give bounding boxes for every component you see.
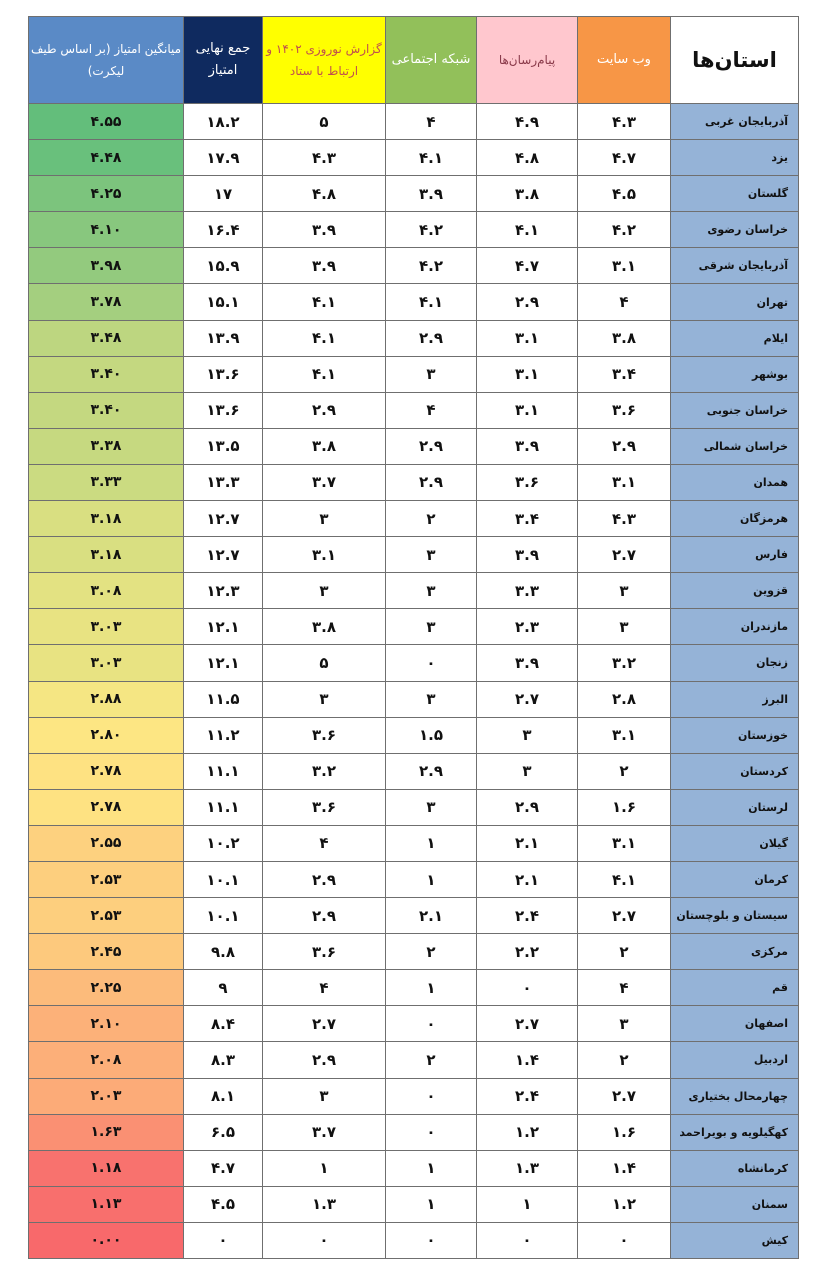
table-row — [29, 392, 799, 428]
table-row — [29, 789, 799, 825]
report-score-cell: ۱ — [263, 1150, 386, 1186]
province-cell: خراسان شمالی — [671, 428, 799, 464]
average-score-cell: ۲.۸۰ — [29, 717, 184, 753]
table-row — [29, 1114, 799, 1150]
report-score-cell: ۴ — [263, 970, 386, 1006]
average-score-cell: ۲.۵۵ — [29, 825, 184, 861]
website-score-cell: ۳.۸ — [578, 320, 671, 356]
total-score-cell: ۱۷ — [184, 176, 263, 212]
province-cell: یزد — [671, 140, 799, 176]
social-score-cell: ۳.۹ — [386, 176, 477, 212]
average-score-cell: ۲.۷۸ — [29, 753, 184, 789]
website-score-cell: ۴ — [578, 970, 671, 1006]
website-score-cell: ۴.۷ — [578, 140, 671, 176]
total-score-cell: ۱۱.۱ — [184, 789, 263, 825]
table-row — [29, 970, 799, 1006]
report-score-cell: ۳.۶ — [263, 717, 386, 753]
report-score-cell: ۴.۱ — [263, 284, 386, 320]
messengers-score-cell: ۳ — [477, 717, 578, 753]
table-row — [29, 1042, 799, 1078]
table-row — [29, 212, 799, 248]
report-score-cell: ۳.۷ — [263, 464, 386, 500]
website-score-cell: ۳ — [578, 609, 671, 645]
report-score-cell: ۵ — [263, 645, 386, 681]
social-score-cell: ۱.۵ — [386, 717, 477, 753]
messengers-score-cell: ۳.۹ — [477, 645, 578, 681]
province-cell: کرمان — [671, 861, 799, 897]
messengers-score-cell: ۲.۷ — [477, 1006, 578, 1042]
average-score-cell: ۴.۱۰ — [29, 212, 184, 248]
average-score-cell: ۳.۷۸ — [29, 284, 184, 320]
average-score-cell: ۳.۹۸ — [29, 248, 184, 284]
table-row — [29, 681, 799, 717]
social-score-cell: ۰ — [386, 645, 477, 681]
average-score-cell: ۲.۷۸ — [29, 789, 184, 825]
messengers-score-cell: ۲.۲ — [477, 934, 578, 970]
average-score-cell: ۴.۵۵ — [29, 104, 184, 140]
total-score-cell: ۱۲.۷ — [184, 501, 263, 537]
social-score-cell: ۰ — [386, 1006, 477, 1042]
table-row — [29, 609, 799, 645]
messengers-score-cell: ۳.۴ — [477, 501, 578, 537]
average-score-cell: ۱.۱۳ — [29, 1186, 184, 1222]
province-cell: کرمانشاه — [671, 1150, 799, 1186]
website-score-cell: ۱.۴ — [578, 1150, 671, 1186]
messengers-score-cell: ۲.۴ — [477, 898, 578, 934]
report-score-cell: ۳.۹ — [263, 248, 386, 284]
website-score-cell: ۲.۷ — [578, 898, 671, 934]
province-cell: آذربایجان غربی — [671, 104, 799, 140]
social-score-cell: ۳ — [386, 609, 477, 645]
table-row — [29, 104, 799, 140]
report-score-cell: ۳ — [263, 681, 386, 717]
report-score-cell: ۴.۱ — [263, 320, 386, 356]
province-cell: گلستان — [671, 176, 799, 212]
table-row — [29, 464, 799, 500]
report-score-cell: ۱.۳ — [263, 1186, 386, 1222]
social-score-cell: ۲ — [386, 1042, 477, 1078]
total-score-cell: ۱۰.۱ — [184, 898, 263, 934]
total-score-cell: ۱۵.۹ — [184, 248, 263, 284]
province-cell: خراسان جنوبی — [671, 392, 799, 428]
website-score-cell: ۴ — [578, 284, 671, 320]
average-score-cell: ۲.۵۳ — [29, 898, 184, 934]
average-score-cell: ۲.۲۵ — [29, 970, 184, 1006]
social-score-cell: ۱ — [386, 861, 477, 897]
average-score-cell: ۳.۱۸ — [29, 537, 184, 573]
messengers-score-cell: ۱.۳ — [477, 1150, 578, 1186]
province-cell: کهگیلویه و بویراحمد — [671, 1114, 799, 1150]
website-score-cell: ۴.۲ — [578, 212, 671, 248]
table-row — [29, 717, 799, 753]
table-row — [29, 1222, 799, 1258]
messengers-score-cell: ۰ — [477, 970, 578, 1006]
messengers-score-cell: ۳ — [477, 753, 578, 789]
average-score-cell: ۲.۸۸ — [29, 681, 184, 717]
report-score-cell: ۳.۸ — [263, 428, 386, 464]
messengers-score-cell: ۳.۹ — [477, 537, 578, 573]
social-score-cell: ۳ — [386, 573, 477, 609]
province-score-table — [28, 16, 799, 1259]
province-cell: خوزستان — [671, 717, 799, 753]
province-cell: زنجان — [671, 645, 799, 681]
total-score-cell: ۴.۵ — [184, 1186, 263, 1222]
total-score-cell: ۱۲.۷ — [184, 537, 263, 573]
average-score-cell: ۲.۵۳ — [29, 861, 184, 897]
website-score-cell: ۳ — [578, 1006, 671, 1042]
total-score-cell: ۱۲.۱ — [184, 609, 263, 645]
report-score-cell: ۳.۶ — [263, 934, 386, 970]
header-messengers: پیام‌رسان‌ها — [477, 17, 578, 104]
average-score-cell: ۳.۳۸ — [29, 428, 184, 464]
messengers-score-cell: ۲.۴ — [477, 1078, 578, 1114]
table-row — [29, 934, 799, 970]
average-score-cell: ۰.۰۰ — [29, 1222, 184, 1258]
province-cell: لرستان — [671, 789, 799, 825]
average-score-cell: ۱.۶۳ — [29, 1114, 184, 1150]
website-score-cell: ۴.۳ — [578, 501, 671, 537]
table-row — [29, 284, 799, 320]
report-score-cell: ۲.۷ — [263, 1006, 386, 1042]
total-score-cell: ۱۷.۹ — [184, 140, 263, 176]
table-row — [29, 573, 799, 609]
total-score-cell: ۸.۱ — [184, 1078, 263, 1114]
total-score-cell: ۱۶.۴ — [184, 212, 263, 248]
header-average-score: میانگین امتیاز (بر اساس طیف لیکرت) — [29, 17, 184, 104]
province-cell: مرکزی — [671, 934, 799, 970]
province-cell: سمنان — [671, 1186, 799, 1222]
messengers-score-cell: ۳.۱ — [477, 392, 578, 428]
report-score-cell: ۳.۷ — [263, 1114, 386, 1150]
table-row — [29, 753, 799, 789]
website-score-cell: ۴.۱ — [578, 861, 671, 897]
social-score-cell: ۴ — [386, 104, 477, 140]
social-score-cell: ۲.۹ — [386, 464, 477, 500]
report-score-cell: ۴.۱ — [263, 356, 386, 392]
total-score-cell: ۰ — [184, 1222, 263, 1258]
messengers-score-cell: ۱.۴ — [477, 1042, 578, 1078]
social-score-cell: ۱ — [386, 1150, 477, 1186]
table-row — [29, 1150, 799, 1186]
report-score-cell: ۴.۸ — [263, 176, 386, 212]
report-score-cell: ۳ — [263, 501, 386, 537]
social-score-cell: ۱ — [386, 1186, 477, 1222]
table-row — [29, 898, 799, 934]
social-score-cell: ۲ — [386, 501, 477, 537]
table-body — [29, 104, 799, 1259]
average-score-cell: ۴.۴۸ — [29, 140, 184, 176]
website-score-cell: ۱.۲ — [578, 1186, 671, 1222]
website-score-cell: ۳.۱ — [578, 248, 671, 284]
province-cell: سیستان و بلوچستان — [671, 898, 799, 934]
total-score-cell: ۱۳.۳ — [184, 464, 263, 500]
total-score-cell: ۱۲.۳ — [184, 573, 263, 609]
social-score-cell: ۴.۱ — [386, 284, 477, 320]
province-cell: کردستان — [671, 753, 799, 789]
social-score-cell: ۳ — [386, 537, 477, 573]
website-score-cell: ۳.۲ — [578, 645, 671, 681]
website-score-cell: ۳.۱ — [578, 464, 671, 500]
total-score-cell: ۹.۸ — [184, 934, 263, 970]
average-score-cell: ۲.۰۸ — [29, 1042, 184, 1078]
table-row — [29, 248, 799, 284]
total-score-cell: ۴.۷ — [184, 1150, 263, 1186]
social-score-cell: ۳ — [386, 789, 477, 825]
average-score-cell: ۳.۴۰ — [29, 356, 184, 392]
total-score-cell: ۱۲.۱ — [184, 645, 263, 681]
website-score-cell: ۲.۸ — [578, 681, 671, 717]
province-cell: قزوین — [671, 573, 799, 609]
province-cell: ایلام — [671, 320, 799, 356]
website-score-cell: ۳.۴ — [578, 356, 671, 392]
report-score-cell: ۴ — [263, 825, 386, 861]
total-score-cell: ۱۰.۱ — [184, 861, 263, 897]
messengers-score-cell: ۲.۳ — [477, 609, 578, 645]
report-score-cell: ۲.۹ — [263, 861, 386, 897]
table-row — [29, 645, 799, 681]
website-score-cell: ۳.۱ — [578, 717, 671, 753]
province-cell: گیلان — [671, 825, 799, 861]
social-score-cell: ۴.۲ — [386, 248, 477, 284]
table-row — [29, 537, 799, 573]
website-score-cell: ۲.۷ — [578, 537, 671, 573]
social-score-cell: ۲.۱ — [386, 898, 477, 934]
average-score-cell: ۳.۴۸ — [29, 320, 184, 356]
messengers-score-cell: ۲.۷ — [477, 681, 578, 717]
province-cell: آذربایجان شرقی — [671, 248, 799, 284]
messengers-score-cell: ۴.۸ — [477, 140, 578, 176]
score-table-container — [28, 16, 799, 1259]
province-cell: فارس — [671, 537, 799, 573]
report-score-cell: ۴.۳ — [263, 140, 386, 176]
messengers-score-cell: ۳.۳ — [477, 573, 578, 609]
website-score-cell: ۴.۳ — [578, 104, 671, 140]
total-score-cell: ۶.۵ — [184, 1114, 263, 1150]
website-score-cell: ۳.۱ — [578, 825, 671, 861]
messengers-score-cell: ۲.۱ — [477, 861, 578, 897]
website-score-cell: ۱.۶ — [578, 1114, 671, 1150]
average-score-cell: ۲.۰۳ — [29, 1078, 184, 1114]
province-cell: خراسان رضوی — [671, 212, 799, 248]
report-score-cell: ۲.۹ — [263, 898, 386, 934]
total-score-cell: ۹ — [184, 970, 263, 1006]
total-score-cell: ۱۳.۶ — [184, 392, 263, 428]
table-row — [29, 1186, 799, 1222]
total-score-cell: ۱۰.۲ — [184, 825, 263, 861]
website-score-cell: ۴.۵ — [578, 176, 671, 212]
total-score-cell: ۱۸.۲ — [184, 104, 263, 140]
website-score-cell: ۰ — [578, 1222, 671, 1258]
messengers-score-cell: ۲.۹ — [477, 789, 578, 825]
total-score-cell: ۸.۳ — [184, 1042, 263, 1078]
messengers-score-cell: ۳.۶ — [477, 464, 578, 500]
messengers-score-cell: ۴.۱ — [477, 212, 578, 248]
social-score-cell: ۲.۹ — [386, 753, 477, 789]
total-score-cell: ۱۳.۹ — [184, 320, 263, 356]
messengers-score-cell: ۲.۱ — [477, 825, 578, 861]
website-score-cell: ۳ — [578, 573, 671, 609]
average-score-cell: ۳.۰۳ — [29, 609, 184, 645]
messengers-score-cell: ۳.۹ — [477, 428, 578, 464]
social-score-cell: ۴.۲ — [386, 212, 477, 248]
report-score-cell: ۳ — [263, 1078, 386, 1114]
messengers-score-cell: ۲.۹ — [477, 284, 578, 320]
province-cell: چهارمحال بختیاری — [671, 1078, 799, 1114]
messengers-score-cell: ۱.۲ — [477, 1114, 578, 1150]
report-score-cell: ۰ — [263, 1222, 386, 1258]
messengers-score-cell: ۳.۱ — [477, 356, 578, 392]
province-cell: کیش — [671, 1222, 799, 1258]
table-row — [29, 356, 799, 392]
average-score-cell: ۴.۲۵ — [29, 176, 184, 212]
average-score-cell: ۳.۴۰ — [29, 392, 184, 428]
messengers-score-cell: ۴.۹ — [477, 104, 578, 140]
messengers-score-cell: ۰ — [477, 1222, 578, 1258]
average-score-cell: ۲.۴۵ — [29, 934, 184, 970]
social-score-cell: ۳ — [386, 356, 477, 392]
table-row — [29, 428, 799, 464]
website-score-cell: ۳.۶ — [578, 392, 671, 428]
report-score-cell: ۳.۶ — [263, 789, 386, 825]
average-score-cell: ۳.۳۳ — [29, 464, 184, 500]
report-score-cell: ۳ — [263, 573, 386, 609]
report-score-cell: ۲.۹ — [263, 392, 386, 428]
social-score-cell: ۰ — [386, 1114, 477, 1150]
table-row — [29, 1078, 799, 1114]
header-row — [29, 17, 799, 104]
social-score-cell: ۲.۹ — [386, 320, 477, 356]
province-cell: بوشهر — [671, 356, 799, 392]
province-cell: تهران — [671, 284, 799, 320]
average-score-cell: ۲.۱۰ — [29, 1006, 184, 1042]
province-cell: مازندران — [671, 609, 799, 645]
total-score-cell: ۱۱.۵ — [184, 681, 263, 717]
province-cell: هرمزگان — [671, 501, 799, 537]
social-score-cell: ۰ — [386, 1078, 477, 1114]
average-score-cell: ۳.۰۳ — [29, 645, 184, 681]
website-score-cell: ۲ — [578, 934, 671, 970]
total-score-cell: ۱۳.۵ — [184, 428, 263, 464]
table-row — [29, 501, 799, 537]
messengers-score-cell: ۳.۸ — [477, 176, 578, 212]
total-score-cell: ۱۱.۲ — [184, 717, 263, 753]
website-score-cell: ۱.۶ — [578, 789, 671, 825]
header-website: وب سایت — [578, 17, 671, 104]
social-score-cell: ۳ — [386, 681, 477, 717]
social-score-cell: ۴ — [386, 392, 477, 428]
table-row — [29, 861, 799, 897]
social-score-cell: ۱ — [386, 970, 477, 1006]
report-score-cell: ۲.۹ — [263, 1042, 386, 1078]
average-score-cell: ۳.۰۸ — [29, 573, 184, 609]
social-score-cell: ۴.۱ — [386, 140, 477, 176]
province-cell: همدان — [671, 464, 799, 500]
header-province: استان‌ها — [671, 17, 799, 104]
website-score-cell: ۲ — [578, 1042, 671, 1078]
table-row — [29, 825, 799, 861]
province-cell: اردبیل — [671, 1042, 799, 1078]
table-row — [29, 176, 799, 212]
report-score-cell: ۳.۸ — [263, 609, 386, 645]
header-total-score: جمع نهایی امتیاز — [184, 17, 263, 104]
table-row — [29, 1006, 799, 1042]
average-score-cell: ۳.۱۸ — [29, 501, 184, 537]
social-score-cell: ۲.۹ — [386, 428, 477, 464]
province-cell: اصفهان — [671, 1006, 799, 1042]
table-row — [29, 140, 799, 176]
social-score-cell: ۲ — [386, 934, 477, 970]
report-score-cell: ۳.۹ — [263, 212, 386, 248]
average-score-cell: ۱.۱۸ — [29, 1150, 184, 1186]
social-score-cell: ۰ — [386, 1222, 477, 1258]
website-score-cell: ۲.۷ — [578, 1078, 671, 1114]
report-score-cell: ۳.۱ — [263, 537, 386, 573]
total-score-cell: ۸.۴ — [184, 1006, 263, 1042]
province-cell: البرز — [671, 681, 799, 717]
messengers-score-cell: ۴.۷ — [477, 248, 578, 284]
messengers-score-cell: ۳.۱ — [477, 320, 578, 356]
report-score-cell: ۵ — [263, 104, 386, 140]
report-score-cell: ۳.۲ — [263, 753, 386, 789]
total-score-cell: ۱۳.۶ — [184, 356, 263, 392]
website-score-cell: ۲ — [578, 753, 671, 789]
social-score-cell: ۱ — [386, 825, 477, 861]
total-score-cell: ۱۱.۱ — [184, 753, 263, 789]
province-cell: قم — [671, 970, 799, 1006]
header-social-network: شبکه اجتماعی — [386, 17, 477, 104]
table-row — [29, 320, 799, 356]
header-nowruz-report: گزارش نوروزی ۱۴۰۲ و ارتباط با ستاد — [263, 17, 386, 104]
messengers-score-cell: ۱ — [477, 1186, 578, 1222]
total-score-cell: ۱۵.۱ — [184, 284, 263, 320]
website-score-cell: ۲.۹ — [578, 428, 671, 464]
